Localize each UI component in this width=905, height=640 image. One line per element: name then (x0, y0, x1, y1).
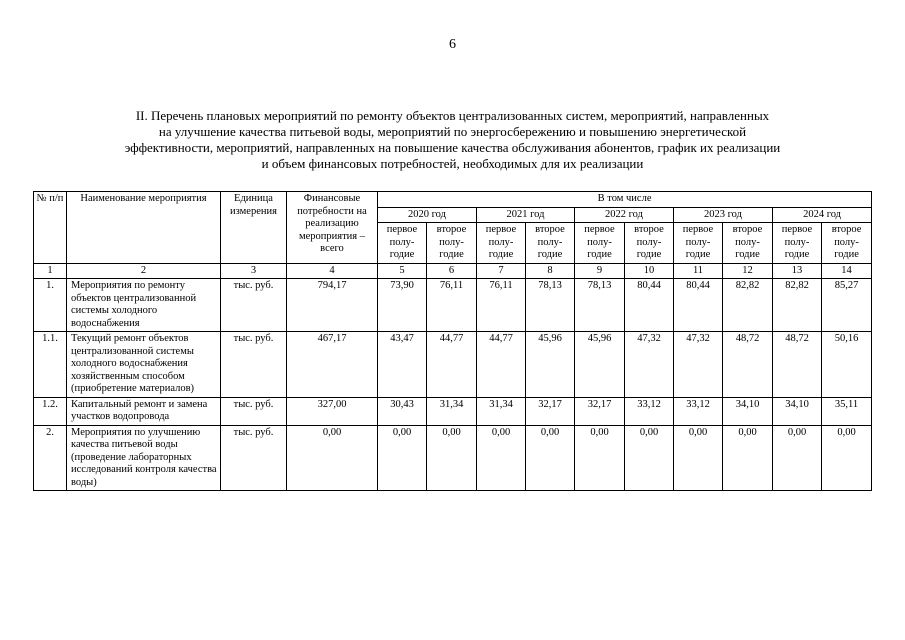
header-first-half: первое полу-годие (477, 223, 526, 264)
row-unit: тыс. руб. (221, 279, 287, 332)
column-number: 8 (526, 263, 575, 279)
header-first-half: первое полу-годие (378, 223, 427, 264)
row-value: 44,77 (427, 332, 477, 398)
column-number: 2 (67, 263, 221, 279)
header-first-half: первое полу-годие (575, 223, 625, 264)
header-num: № п/п (34, 192, 67, 264)
row-value: 47,32 (674, 332, 723, 398)
header-second-half: второе полу-годие (526, 223, 575, 264)
table-body (34, 279, 872, 491)
table-row (34, 332, 872, 398)
row-value: 48,72 (723, 332, 773, 398)
row-number: 1.1. (34, 332, 67, 398)
header-unit: Единица измерения (221, 192, 287, 264)
row-unit: тыс. руб. (221, 425, 287, 491)
row-unit: тыс. руб. (221, 332, 287, 398)
row-name: Капитальный ремонт и замена участков водопровода (67, 397, 221, 425)
row-value: 82,82 (773, 279, 822, 332)
header-including: В том числе (378, 192, 872, 208)
table-row (34, 425, 872, 491)
column-number: 14 (822, 263, 872, 279)
row-unit: тыс. руб. (221, 397, 287, 425)
plan-table (33, 191, 872, 491)
section-title (60, 108, 845, 172)
table-row (34, 397, 872, 425)
column-number: 11 (674, 263, 723, 279)
row-value: 0,00 (723, 425, 773, 491)
title-line-1: II. Перечень плановых мероприятий по ремонту объектов централизованных систем, мероприятий, направленных (135, 108, 770, 123)
column-number: 13 (773, 263, 822, 279)
header-year-2022: 2022 год (575, 207, 674, 223)
header-year-2023: 2023 год (674, 207, 773, 223)
row-value: 0,00 (773, 425, 822, 491)
column-number: 3 (221, 263, 287, 279)
column-number: 9 (575, 263, 625, 279)
header-year-2020: 2020 год (378, 207, 477, 223)
title-line-3: эффективности, мероприятий, направленных на повышение качества обслуживания абонентов, график их реализации (124, 140, 781, 155)
column-numbers-row (34, 263, 872, 279)
header-second-half: второе полу-годие (822, 223, 872, 264)
row-value: 31,34 (427, 397, 477, 425)
table-row (34, 279, 872, 332)
table-header (34, 192, 872, 279)
row-value: 50,16 (822, 332, 872, 398)
page-number: 6 (449, 37, 456, 52)
row-value: 76,11 (427, 279, 477, 332)
row-value: 76,11 (477, 279, 526, 332)
row-value: 34,10 (773, 397, 822, 425)
row-value: 43,47 (378, 332, 427, 398)
header-first-half: первое полу-годие (773, 223, 822, 264)
row-value: 48,72 (773, 332, 822, 398)
header-finance: Финансовые потребности на реализацию мероприятия – всего (287, 192, 378, 264)
row-name: Мероприятия по улучшению качества питьевой воды (проведение лабораторных исследований контроля качества воды) (67, 425, 221, 491)
column-number: 7 (477, 263, 526, 279)
row-number: 1. (34, 279, 67, 332)
row-value: 0,00 (526, 425, 575, 491)
column-number: 12 (723, 263, 773, 279)
row-total: 0,00 (287, 425, 378, 491)
column-number: 6 (427, 263, 477, 279)
column-number: 5 (378, 263, 427, 279)
row-value: 45,96 (526, 332, 575, 398)
row-value: 0,00 (378, 425, 427, 491)
column-number: 4 (287, 263, 378, 279)
row-value: 0,00 (575, 425, 625, 491)
row-value: 31,34 (477, 397, 526, 425)
row-name: Текущий ремонт объектов централизованной системы холодного водоснабжения хозяйственным способом (приобретение материалов) (67, 332, 221, 398)
row-value: 0,00 (822, 425, 872, 491)
title-line-4: и объем финансовых потребностей, необходимых для их реализации (261, 156, 644, 171)
row-value: 73,90 (378, 279, 427, 332)
header-second-half: второе полу-годие (625, 223, 674, 264)
row-value: 35,11 (822, 397, 872, 425)
header-year-2021: 2021 год (477, 207, 575, 223)
header-year-2024: 2024 год (773, 207, 872, 223)
row-value: 78,13 (526, 279, 575, 332)
row-value: 32,17 (526, 397, 575, 425)
title-line-2: на улучшение качества питьевой воды, мероприятий по энергосбережению и повышению энергетической (158, 124, 747, 139)
row-total: 467,17 (287, 332, 378, 398)
row-value: 45,96 (575, 332, 625, 398)
row-value: 34,10 (723, 397, 773, 425)
row-value: 47,32 (625, 332, 674, 398)
row-value: 80,44 (674, 279, 723, 332)
column-number: 10 (625, 263, 674, 279)
row-value: 85,27 (822, 279, 872, 332)
row-number: 1.2. (34, 397, 67, 425)
row-name: Мероприятия по ремонту объектов централизованной системы холодного водоснабжения (67, 279, 221, 332)
row-value: 32,17 (575, 397, 625, 425)
row-value: 0,00 (477, 425, 526, 491)
row-total: 794,17 (287, 279, 378, 332)
row-number: 2. (34, 425, 67, 491)
row-value: 33,12 (674, 397, 723, 425)
row-value: 0,00 (674, 425, 723, 491)
header-first-half: первое полу-годие (674, 223, 723, 264)
row-value: 33,12 (625, 397, 674, 425)
header-second-half: второе полу-годие (427, 223, 477, 264)
row-value: 80,44 (625, 279, 674, 332)
header-second-half: второе полу-годие (723, 223, 773, 264)
header-name: Наименование мероприятия (67, 192, 221, 264)
row-value: 0,00 (427, 425, 477, 491)
row-value: 0,00 (625, 425, 674, 491)
row-value: 44,77 (477, 332, 526, 398)
row-value: 78,13 (575, 279, 625, 332)
row-total: 327,00 (287, 397, 378, 425)
row-value: 82,82 (723, 279, 773, 332)
row-value: 30,43 (378, 397, 427, 425)
column-number: 1 (34, 263, 67, 279)
